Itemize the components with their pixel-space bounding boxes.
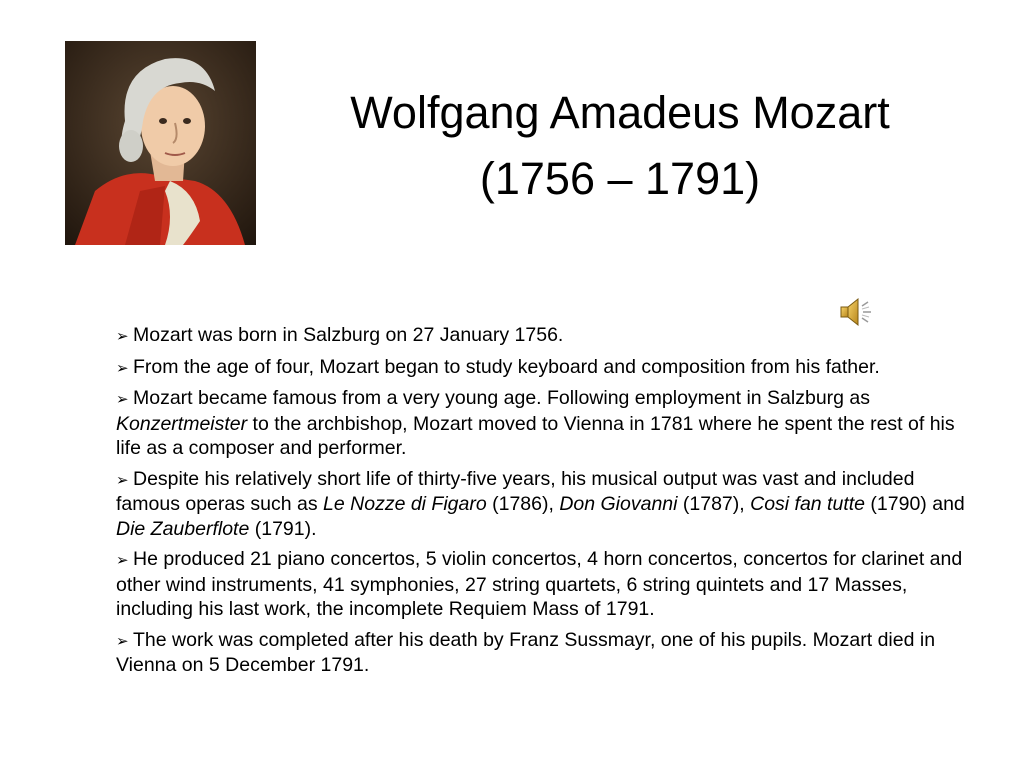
bullet-item <box>116 355 966 381</box>
bullet-text: Despite his relatively short life of thirty-five years, his musical output was vast and included famous operas such as <box>116 467 915 515</box>
bullet-arrow-icon: ➢ <box>116 390 129 408</box>
bullet-text: Mozart was born in Salzburg on 27 January 1756. <box>133 324 564 346</box>
bullet-arrow-icon: ➢ <box>116 358 129 377</box>
italic-title-text: Cosi fan tutte <box>750 493 866 515</box>
italic-title-text: Don Giovanni <box>559 493 678 515</box>
bullet-arrow-icon: ➢ <box>116 631 129 650</box>
bullet-text: to the archbishop, Mozart moved to Vienna in 1781 where he spent the rest of his life as a composer and performer. <box>116 412 955 459</box>
bullet-text: (1791). <box>249 517 317 540</box>
bullet-item <box>116 323 966 349</box>
bullet-item <box>116 386 966 461</box>
bullet-text: From the age of four, Mozart began to study keyboard and composition from his father. <box>133 355 880 378</box>
bullet-text: (1790) and <box>865 493 965 515</box>
bullet-list <box>116 323 966 684</box>
bullet-arrow-icon: ➢ <box>116 470 129 489</box>
bullet-text: The work was completed after his death by Franz Sussmayr, one of his pupils. Mozart died in Vienna on 5 December 1791. <box>116 628 936 676</box>
bullet-item <box>116 547 966 622</box>
title-dates: (1756 – 1791) <box>479 153 761 204</box>
slide-title <box>300 80 940 212</box>
italic-title-text: Konzertmeister <box>116 412 248 435</box>
portrait-image <box>65 41 256 245</box>
title-name: Wolfgang Amadeus Mozart <box>350 87 890 138</box>
bullet-text: He produced 21 piano concertos, 5 violin concertos, 4 horn concertos, concertos for clarinet and other wind instruments, 41 symphonies, 27 string quartets, 6 string quintets and 17 Masses, including his last work, the incomplete Requiem Mass of 1791. <box>116 548 963 620</box>
italic-title-text: Die Zauberflote <box>116 517 250 540</box>
bullet-arrow-icon: ➢ <box>116 327 129 345</box>
bullet-text: (1787), <box>677 493 751 515</box>
italic-title-text: Le Nozze di Figaro <box>323 493 487 515</box>
bullet-item <box>116 467 966 542</box>
bullet-item <box>116 628 966 678</box>
mozart-portrait <box>65 41 256 245</box>
bullet-text: Mozart became famous from a very young age. Following employment in Salzburg as <box>133 387 871 409</box>
bullet-text: (1786), <box>486 493 560 515</box>
bullet-arrow-icon: ➢ <box>116 551 129 569</box>
